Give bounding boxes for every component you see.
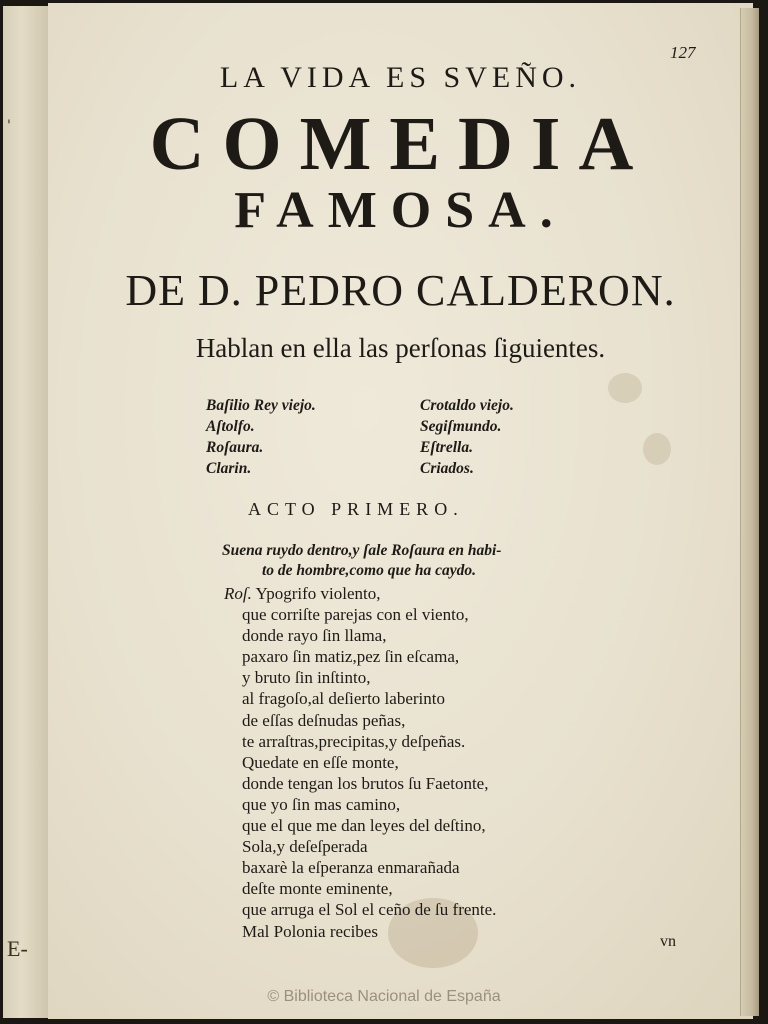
verse-line: de eſſas deſnudas peñas, bbox=[242, 710, 406, 730]
title-comedia: COMEDIA bbox=[149, 102, 652, 186]
verse-line: que yo ſin mas camino, bbox=[242, 794, 401, 814]
cast-entry: Eſtrella. bbox=[420, 439, 473, 456]
paper-stain bbox=[643, 433, 671, 465]
stage-direction-line: Suena ruydo dentro,y ſale Roſaura en habi- bbox=[222, 542, 502, 559]
verse-line: que el que me dan leyes del deſtino, bbox=[242, 816, 486, 836]
verse-line: Quedate en eſſe monte, bbox=[242, 752, 399, 772]
facing-page-edge bbox=[3, 6, 50, 1018]
verse-block bbox=[224, 583, 496, 942]
stage-direction-line: to de hombre,como que ha caydo. bbox=[262, 562, 476, 579]
cast-entry: Roſaura. bbox=[206, 439, 264, 456]
cast-entry: Aſtolfo. bbox=[206, 418, 255, 435]
verse-line: baxarè la eſperanza enmarañada bbox=[242, 858, 460, 878]
book-page bbox=[48, 3, 753, 1019]
verse-line: deſte monte eminente, bbox=[242, 879, 393, 899]
speaker-label: Roſ. bbox=[224, 584, 252, 603]
verse-line: y bruto ſin inſtinto, bbox=[242, 668, 371, 688]
cast-entry: Crotaldo viejo. bbox=[420, 397, 514, 414]
page-number: 127 bbox=[670, 43, 696, 62]
cast-entry: Baſilio Rey viejo. bbox=[206, 397, 316, 414]
library-watermark: © Biblioteca Nacional de España bbox=[267, 988, 501, 1005]
catchword: vn bbox=[660, 933, 676, 950]
verse-line: al fragoſo,al deſierto laberinto bbox=[242, 689, 445, 709]
facing-page-mark: ' bbox=[7, 118, 11, 134]
verse-line: Mal Polonia recibes bbox=[242, 921, 378, 941]
verse-line: que corriſte parejas con el viento, bbox=[242, 605, 469, 625]
verse-line: donde rayo ſin llama, bbox=[242, 626, 387, 646]
cast-list-right bbox=[420, 395, 514, 479]
personas-heading: Hablan en ella las perſonas ſiguientes. bbox=[195, 333, 606, 363]
running-title: LA VIDA ES SVEÑO. bbox=[219, 61, 582, 94]
cast-entry: Criados. bbox=[420, 460, 474, 477]
cast-entry: Clarin. bbox=[206, 460, 252, 477]
cast-entry: Segiſmundo. bbox=[420, 418, 502, 435]
facing-page-catchword: E- bbox=[7, 936, 28, 961]
verse-line: Sola,y deſeſperada bbox=[242, 837, 368, 857]
verse-line: que arruga el Sol el ceño de ſu frente. bbox=[242, 900, 497, 920]
title-famosa: FAMOSA. bbox=[234, 182, 567, 239]
act-heading: ACTO PRIMERO. bbox=[248, 499, 464, 519]
verse-line: te arraſtras,precipitas,y deſpeñas. bbox=[242, 731, 466, 751]
page-stack-edge bbox=[740, 8, 759, 1016]
verse-line: paxaro ſin matiz,pez ſin eſcama, bbox=[242, 647, 460, 667]
verse-line: donde tengan los brutos ſu Faetonte, bbox=[242, 773, 489, 793]
verse-line: Roſ. Ypogrifo violento, bbox=[224, 584, 381, 603]
paper-stain bbox=[608, 373, 642, 403]
author-line: DE D. PEDRO CALDERON. bbox=[125, 266, 676, 315]
cast-list-left bbox=[206, 395, 316, 479]
